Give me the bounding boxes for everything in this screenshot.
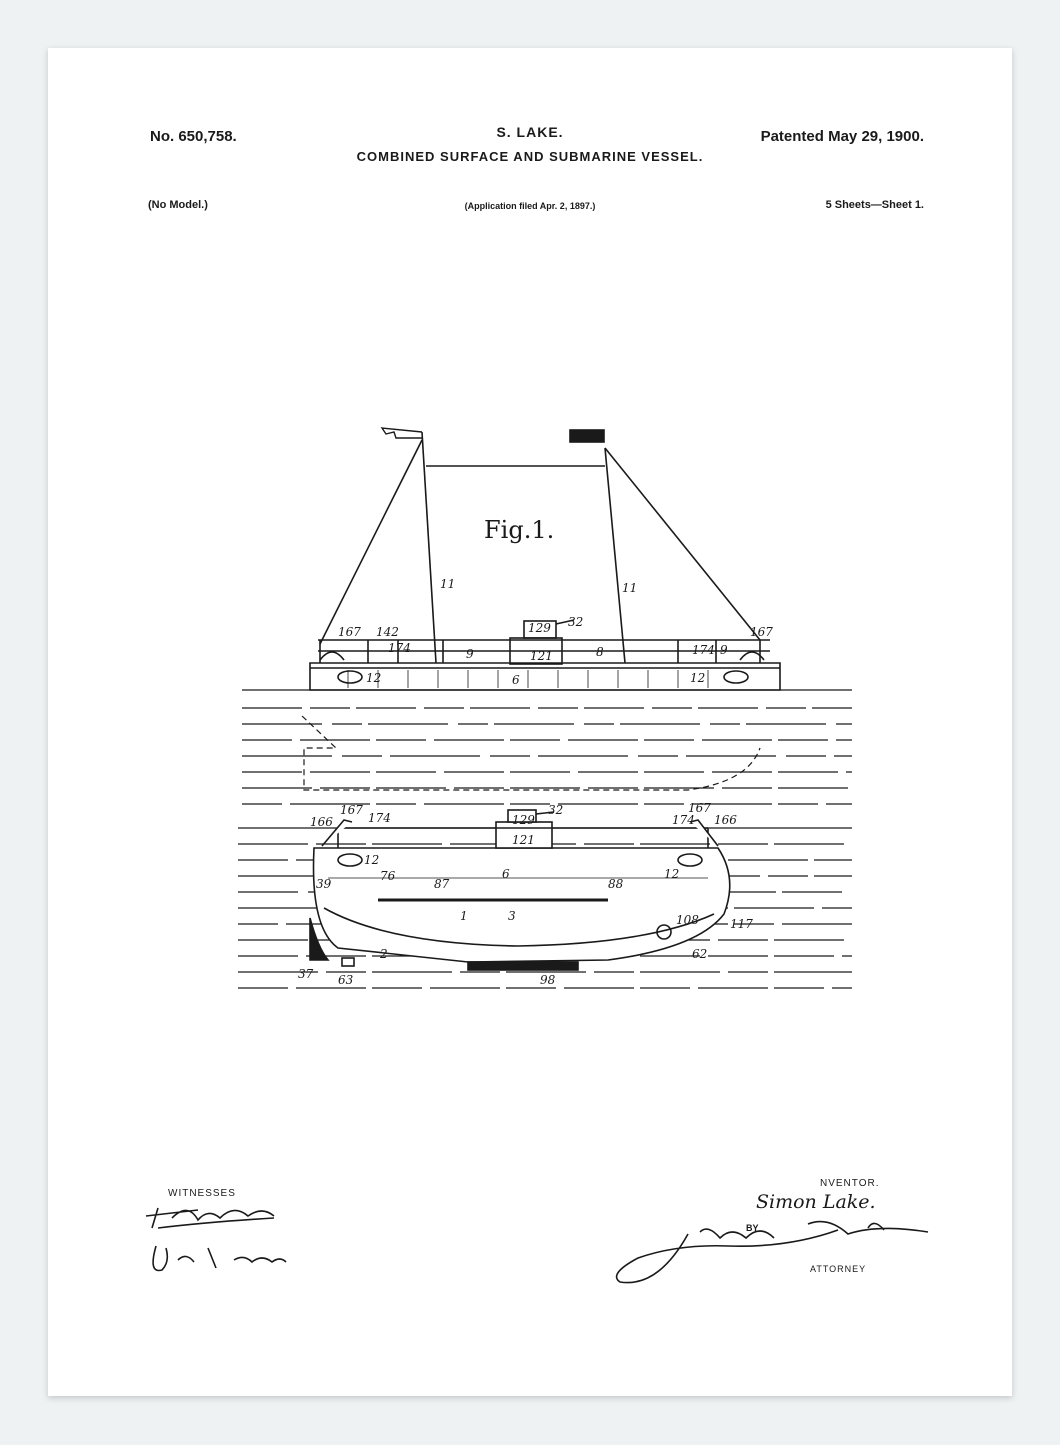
ref-numeral: 167 [340,803,363,817]
application-note: (Application filed Apr. 2, 1897.) [464,201,596,211]
ref-numeral: 166 [714,813,737,827]
ref-numeral: 87 [434,877,450,891]
ref-numeral: 121 [530,649,553,663]
inventor-label: NVENTOR. [820,1178,880,1189]
by-label: BY [746,1223,759,1233]
ref-numeral: 12 [364,853,380,867]
witnesses-label: WITNESSES [168,1188,236,1199]
patent-title: COMBINED SURFACE AND SUBMARINE VESSEL. [356,149,704,164]
ref-numeral: 11 [440,577,456,591]
ref-numeral: 129 [528,621,551,635]
ref-numeral: 98 [540,973,556,987]
ref-numeral: 9 [466,647,474,661]
ref-numeral: 63 [338,973,354,987]
model-note: (No Model.) [148,199,208,211]
patent-sheet [48,48,1012,1396]
ref-numeral: 37 [298,967,314,981]
ref-numeral: 12 [690,671,706,685]
ref-numeral: 8 [596,645,604,659]
ref-numeral: 6 [512,673,520,687]
inventor-heading: S. LAKE. [496,124,564,140]
ref-numeral: 167 [338,625,361,639]
ref-numeral: 167 [750,625,773,639]
patent-number: No. 650,758. [150,128,237,145]
ref-numeral: 3 [508,909,516,923]
figure-label: Fig.1. [484,516,555,544]
witness-signature [153,1246,286,1271]
ref-numeral: 1 [460,909,468,923]
ref-numeral: 117 [730,917,753,931]
ref-numeral: 39 [316,877,332,891]
ref-numeral: 76 [380,869,396,883]
ref-numeral: 12 [366,671,382,685]
ref-numeral: 2 [380,947,388,961]
witness-signature [146,1208,274,1228]
attorney-label: ATTORNEY [810,1264,867,1274]
ref-numeral: 142 [376,625,399,639]
ref-numeral: 167 [688,801,711,815]
ref-numeral: 174 [388,641,411,655]
ref-numeral: 121 [512,833,535,847]
ref-numeral: 88 [608,877,624,891]
ref-numeral: 174 [672,813,695,827]
ref-numeral: 32 [568,615,584,629]
ref-numeral: 129 [512,813,535,827]
sheet-count: 5 Sheets—Sheet 1. [825,199,924,211]
ref-numeral: 11 [622,581,638,595]
ref-numeral: 108 [676,913,699,927]
inventor-signature: Simon Lake. [756,1191,876,1213]
ref-numeral: 32 [548,803,564,817]
ref-numeral: 174 [692,643,715,657]
ref-numeral: 166 [310,815,333,829]
ref-numeral: 6 [502,867,510,881]
ref-numeral: 9 [720,643,728,657]
ref-numeral: 12 [664,867,680,881]
attorney-signature [617,1222,928,1283]
ref-numeral: 174 [368,811,391,825]
ref-numeral: 62 [692,947,708,961]
patented-date: Patented May 29, 1900. [760,128,924,145]
